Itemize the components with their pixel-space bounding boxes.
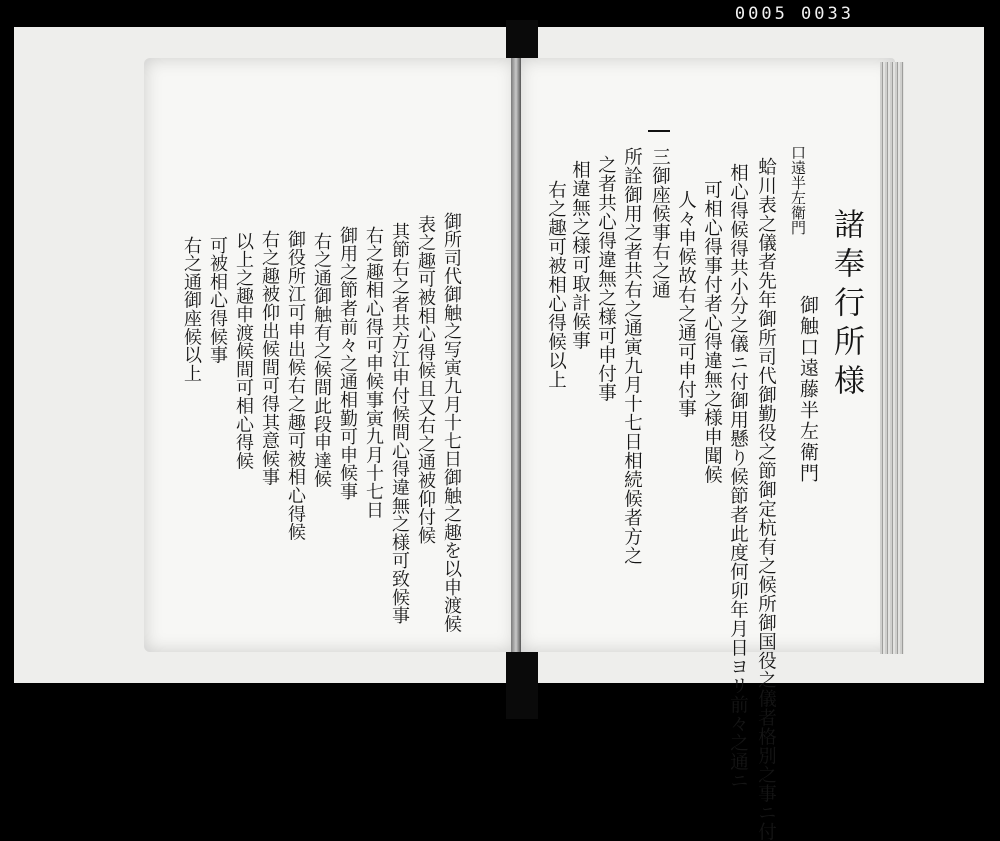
left-col-10: 右之通御座候以上 (181, 236, 202, 383)
left-col-9: 可被相心得候事 (207, 236, 228, 365)
right-col-5: 三御座候事右之通 (649, 147, 671, 299)
right-col-7: 之者共心得違無之様可申付事 (595, 155, 617, 402)
left-col-7: 右之趣被仰出候間可得其意候事 (259, 230, 280, 487)
page-stack-edge (880, 62, 904, 654)
right-page-sender: 御触口遠藤半左衛門 (797, 295, 819, 484)
folio-mark (648, 130, 670, 132)
right-col-0: 口遠半左衛門 (789, 145, 807, 235)
right-col-6: 所詮御用之者共右之通寅九月十七日相続候者方之 (621, 147, 643, 565)
book-binding (511, 58, 521, 652)
left-col-5: 右之通御触有之候間此段申達候 (311, 232, 332, 489)
right-col-8: 相違無之様可取計候事 (569, 160, 591, 350)
left-col-2: 其節右之者共方江申付候間心得違無之様可致候事 (389, 222, 410, 625)
microfilm-frame-id: 0005 0033 (734, 4, 854, 24)
left-col-3: 右之趣相心得可申候事寅九月十七日 (363, 226, 384, 519)
right-col-3: 可相心得事付者心得違無之様申聞候 (701, 180, 723, 484)
right-col-9: 右之趣可被相心得候以上 (545, 180, 567, 389)
right-page-title: 諸奉行所様 (828, 208, 864, 403)
left-col-0: 御所司代御触之写寅九月十七日御触之趣を以申渡候 (441, 212, 462, 633)
left-col-1: 表之趣可被相心得候且又右之通被仰付候 (415, 215, 436, 545)
left-col-8: 以上之趣申渡候間可相心得候 (233, 232, 254, 470)
left-col-4: 御用之節者前々之通相勤可申候事 (337, 226, 358, 501)
left-col-6: 御役所江可申出候右之趣可被相心得候 (285, 230, 306, 542)
right-col-2: 相心得候得共小分之儀ニ付御用懸り候節者此度何卯年月日ヨリ前々之通ニ (727, 163, 749, 790)
right-col-1: 蛤川表之儀者先年御所司代御勤役之節御定杭有之候所御国役之儀者格別之事ニ付 (755, 157, 777, 841)
right-col-4: 人々申候故右之通可申付事 (675, 190, 697, 418)
